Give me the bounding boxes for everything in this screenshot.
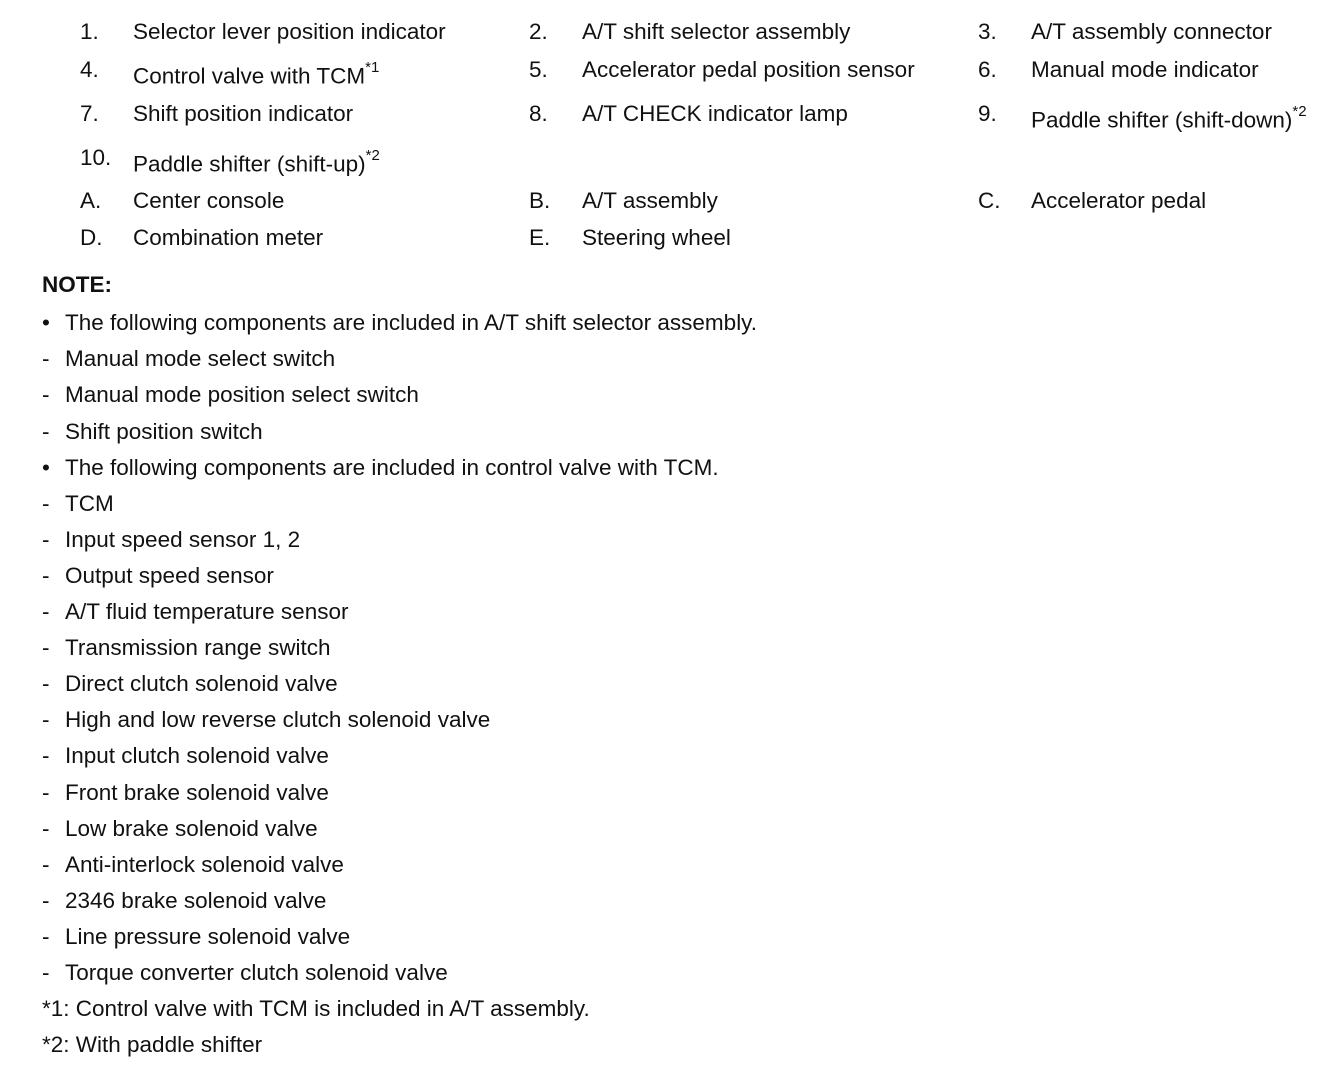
footnote-ref: *2 — [1292, 103, 1307, 120]
legend-number: 1. — [80, 19, 99, 44]
dash-mark: - — [42, 780, 50, 805]
note-text: Output speed sensor — [65, 563, 274, 588]
note-subitem — [42, 419, 263, 445]
legend-number: 10. — [80, 145, 112, 170]
note-subitem — [42, 924, 350, 950]
dash-mark: - — [42, 599, 50, 624]
legend-label: Selector lever position indicator — [133, 19, 446, 44]
bullet-mark: • — [42, 455, 50, 480]
note-text: Input clutch solenoid valve — [65, 743, 329, 768]
dash-mark: - — [42, 419, 50, 444]
legend-label: Shift position indicator — [133, 101, 354, 126]
note-text: Transmission range switch — [65, 635, 331, 660]
legend-label: Combination meter — [133, 225, 324, 250]
legend-number: 4. — [80, 57, 99, 82]
dash-mark: - — [42, 527, 50, 552]
legend-label: Steering wheel — [582, 225, 731, 250]
note-text: Manual mode position select switch — [65, 382, 419, 407]
legend-letter: D. — [80, 225, 103, 250]
dash-mark: - — [42, 960, 50, 985]
note-subitem — [42, 382, 419, 408]
dash-mark: - — [42, 563, 50, 588]
legend-label: Center console — [133, 188, 285, 213]
note-subitem — [42, 780, 329, 806]
legend-letter: A. — [80, 188, 102, 213]
note-subitem — [42, 852, 344, 878]
dash-mark: - — [42, 635, 50, 660]
note-text: 2346 brake solenoid valve — [65, 888, 327, 913]
note-subitem — [42, 671, 338, 697]
note-subitem — [42, 491, 114, 517]
legend-letter: E. — [529, 225, 551, 250]
note-text: A/T fluid temperature sensor — [65, 599, 349, 624]
legend-label: Paddle shifter (shift-down) — [1031, 107, 1293, 133]
legend-number: 9. — [978, 101, 997, 126]
legend-number: 7. — [80, 101, 99, 126]
note-text: Low brake solenoid valve — [65, 816, 318, 841]
note-text: Torque converter clutch solenoid valve — [65, 960, 448, 985]
note-subitem — [42, 346, 335, 372]
legend-label: A/T assembly — [582, 188, 718, 213]
legend-number: 5. — [529, 57, 548, 82]
legend-letter: C. — [978, 188, 1001, 213]
note-subitem — [42, 599, 348, 625]
dash-mark: - — [42, 707, 50, 732]
bullet-mark: • — [42, 310, 50, 335]
note-text: High and low reverse clutch solenoid valve — [65, 707, 491, 732]
legend-number: 8. — [529, 101, 548, 126]
footnote-ref: *2 — [365, 147, 380, 164]
footnote-ref: *1 — [365, 59, 380, 76]
dash-mark: - — [42, 382, 50, 407]
note-text: Manual mode select switch — [65, 346, 336, 371]
dash-mark: - — [42, 671, 50, 696]
legend-label: Control valve with TCM — [133, 63, 366, 89]
note-text: Line pressure solenoid valve — [65, 924, 351, 949]
note-text: Input speed sensor 1, 2 — [65, 527, 301, 552]
note-subitem — [42, 635, 331, 661]
dash-mark: - — [42, 743, 50, 768]
note-text: Anti-interlock solenoid valve — [65, 852, 344, 877]
footnote-2: *2: With paddle shifter — [42, 1032, 263, 1057]
note-subitem — [42, 563, 274, 589]
note-text: Direct clutch solenoid valve — [65, 671, 338, 696]
footnote-1: *1: Control valve with TCM is included in A/T assembly. — [42, 996, 590, 1021]
legend-label: Manual mode indicator — [1031, 57, 1259, 82]
dash-mark: - — [42, 852, 50, 877]
note-text: Shift position switch — [65, 419, 263, 444]
note-text: The following components are included in A/T shift selector assembly. — [65, 310, 758, 335]
note-subitem — [42, 743, 329, 769]
dash-mark: - — [42, 888, 50, 913]
note-text: The following components are included in control valve with TCM. — [65, 455, 719, 480]
dash-mark: - — [42, 924, 50, 949]
note-text: TCM — [65, 491, 114, 516]
note-heading: NOTE: — [42, 272, 112, 297]
note-subitem — [42, 960, 448, 986]
note-subitem — [42, 888, 326, 914]
note-bullet — [42, 455, 719, 481]
legend-number: 2. — [529, 19, 548, 44]
legend-label: Accelerator pedal — [1031, 188, 1207, 213]
dash-mark: - — [42, 346, 50, 371]
legend-label: Paddle shifter (shift-up) — [133, 151, 366, 177]
legend-number: 3. — [978, 19, 997, 44]
legend-label: Accelerator pedal position sensor — [582, 57, 915, 82]
dash-mark: - — [42, 816, 50, 841]
legend-label: A/T assembly connector — [1031, 19, 1272, 44]
note-subitem — [42, 527, 300, 553]
dash-mark: - — [42, 491, 50, 516]
note-subitem — [42, 816, 318, 842]
note-subitem — [42, 707, 490, 733]
legend-label: A/T CHECK indicator lamp — [582, 101, 848, 126]
legend-number: 6. — [978, 57, 997, 82]
legend-label: A/T shift selector assembly — [582, 19, 851, 44]
note-bullet — [42, 310, 757, 336]
legend-letter: B. — [529, 188, 551, 213]
note-text: Front brake solenoid valve — [65, 780, 329, 805]
